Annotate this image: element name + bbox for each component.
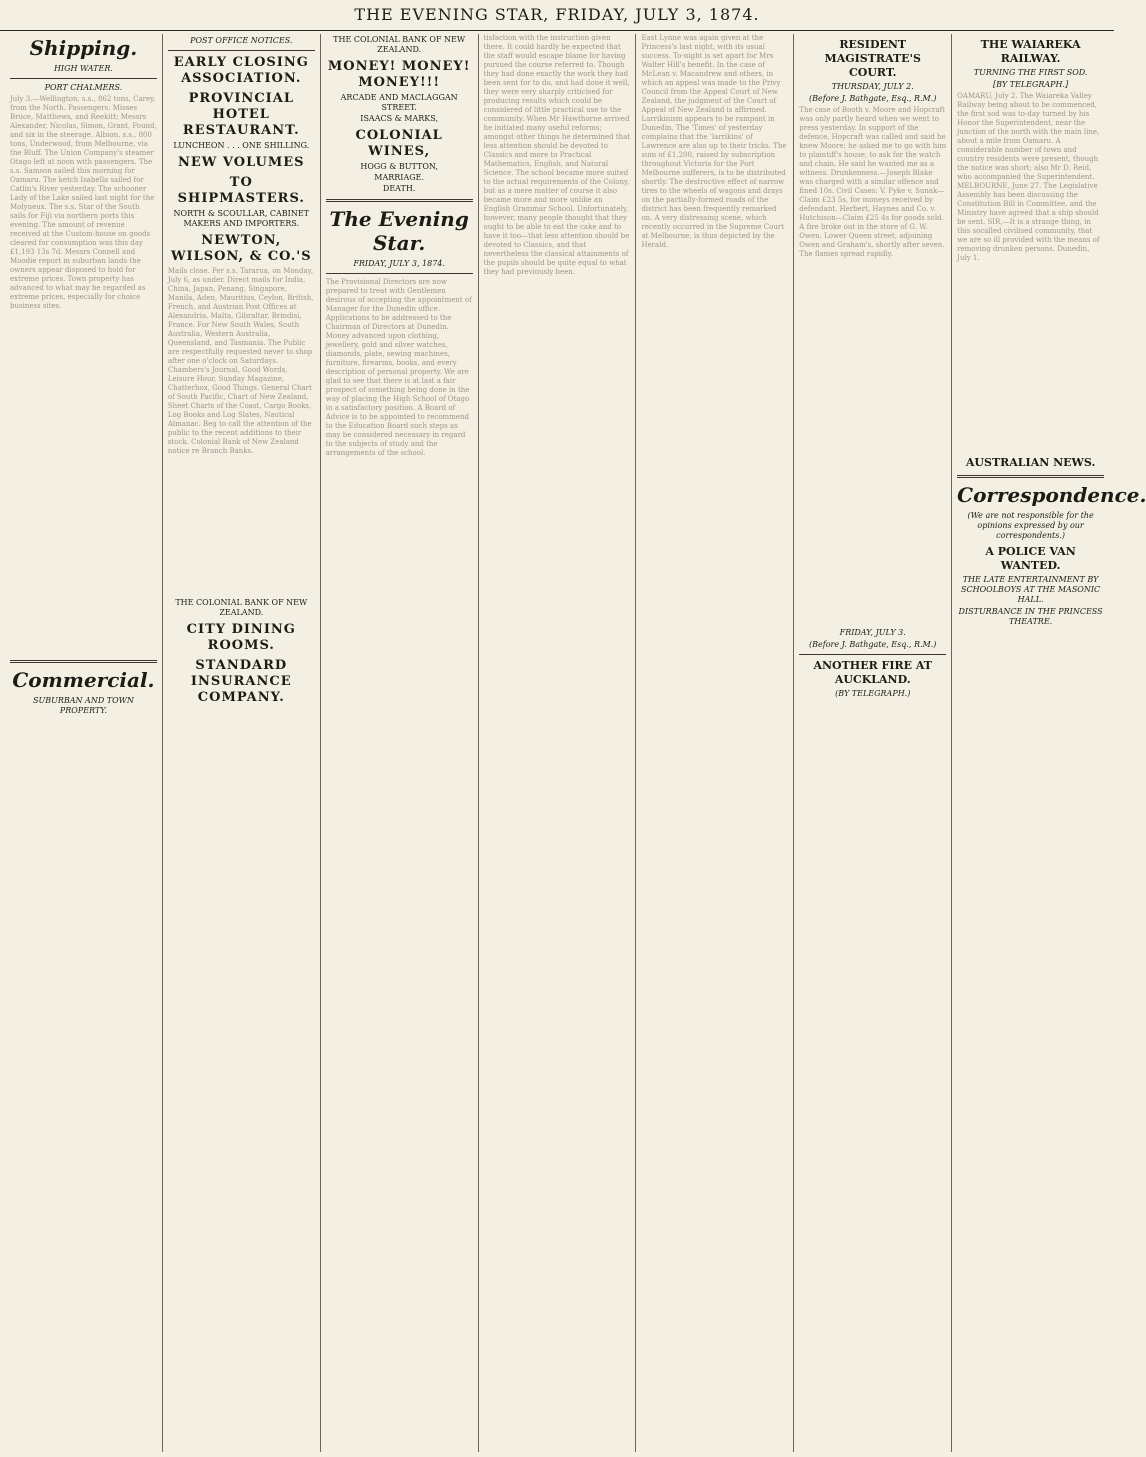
column-5 [636, 34, 794, 1452]
commercial-heading: Commercial. [12, 668, 155, 692]
death-heading: DEATH. [382, 184, 416, 193]
colonial-bank-heading: THE COLONIAL BANK OF NEW ZEALAND. [333, 35, 466, 54]
paper-date: FRIDAY, JULY 3, 1874. [353, 259, 445, 268]
correspondence-heading: Correspondence. [957, 483, 1146, 507]
australian-news-heading: AUSTRALIAN NEWS. [965, 456, 1096, 469]
first-sod-heading: TURNING THE FIRST SOD. [973, 68, 1088, 77]
city-dining-rooms-ad: CITY DINING ROOMS. [186, 622, 296, 653]
divider [326, 273, 473, 274]
court-bench-2: (Before J. Bathgate, Esq., R.M.) [809, 640, 937, 649]
court-bench-1: (Before J. Bathgate, Esq., R.M.) [809, 94, 937, 103]
column-1 [5, 34, 163, 1452]
divider [10, 660, 157, 663]
arcade-line: ARCADE AND MACLAGGAN STREET. [340, 93, 458, 112]
theatre-disturbance-heading: DISTURBANCE IN THE PRINCESS THEATRE. [958, 607, 1103, 626]
railway-heading: THE WAIAREKA RAILWAY. [980, 38, 1081, 65]
columns [5, 34, 1146, 1452]
telegraph-note: [BY TELEGRAPH.] [992, 80, 1069, 89]
column-4-text: tisfaction with the instruction given there. It could hardly be expected that the staff would escape blame for having pursued the course referred to. Though they had done exactly the work they had been sent for to do, and had done it well, they were very sharply criticised for producing results which could be considered of little practical use to the community. When Mr Hawthorne arrived he initiated many useful reforms; amongst other things he determined that less attention should be devoted to Classics and more to Practical Mathematics, English, and Natural Science. The school became more suited to the actual requirements of the Colony, but as a mere matter of course it also became more and more unlike an English Grammar School. Unfortunately, however, many people thought that they ought to be able to eat the cake and to have it too—that less attention should be devoted to Classics, and that nevertheless the classical attainments of the pupils should be quite equal to what they had previously been. [483, 34, 631, 276]
isaacs-marks-line: ISAACS & MARKS, [360, 114, 438, 123]
police-van-heading: A POLICE VAN WANTED. [985, 545, 1076, 572]
column-6 [794, 34, 952, 1452]
divider [799, 654, 946, 655]
column-2-text: Mails close. Per s.s. Tararua, on Monday, July 6, as under. Direct mails for India, China, Japan, Penang, Singapore, Manila, Aden, Mauritius, Ceylon, British, French, and Austrian Post Offices at Alexandria, Malta, Gibraltar, Brindisi, France. For New South Wales, South Australia, Western Australia, Queensland, and Tasmania. The Public are respectfully requested never to shop after one o'clock on Saturdays. Chambers's Journal, Good Words, Leisure Hour, Sunday Magazine, Chatterbox, Good Things. General Chart of South Pacific, Chart of New Zealand, Sheet Charts of the Coast, Cargo Books, Log Books and Log Slates, Nautical Almanac. Beg to call the attention of the public to the recent additions to their stock. Colonial Bank of New Zealand notice re Branch Banks. [167, 267, 314, 455]
luncheon-line: LUNCHEON . . . ONE SHILLING. [173, 141, 310, 150]
marriage-heading: MARRIAGE. [374, 173, 425, 182]
hogg-button-line: HOGG & BUTTON, [360, 162, 438, 171]
shipping-heading: Shipping. [29, 36, 138, 60]
column-7 [952, 34, 1146, 1452]
column-3-text: The Provisional Directors are now prepared to treat with Gentlemen desirous of accepting the appointment of Manager for the Dunedin office. Applications to be addressed to the Chairman of Directors at Dunedin. Money advanced upon clothing, jewellery, gold and silver watches, diamonds, plate, sewing machines, furniture, firearms, books, and every description of personal property. We are glad to see that there is at last a fair prospect of something being done in the way of placing the High School of Otago in a satisfactory position. A Board of Advice is to be appointed to recommend to the Education Board such steps as may be considered necessary in regard to the subjects of study and the arrangements of the school. [325, 278, 472, 457]
paper-title: The Evening Star. [329, 207, 469, 255]
divider [326, 199, 473, 202]
early-closing-ad: EARLY CLOSING ASSOCIATION. [173, 55, 309, 86]
column-1-text: July 3.—Wellington, s.s., 862 tons, Carey, from the North. Passengers: Misses Bruce, Matthews, and Reekitt; Messrs Alexander, Nicolas, Simon, Grant, Found, and six in the steerage. Albion, s.s., 800 tons, Underwood, from Melbourne, via the Bluff. The Union Company's steamer Otago left at noon with passengers. The s.s. Samson sailed this morning for Oamaru. The ketch Isabella sailed for Catlin's River yesterday. The schooner Lady of the Lake sailed last night for the Molyneux. The s.s. Star of the South sails for Fiji via northern ports this evening. The amount of revenue received at the Custom-house on goods cleared for consumption was this day £1,193 13s 7d. Messrs Connell and Moodie report in suburban lands the owners appear disposed to hold for extreme prices. Town property has advanced to what may be regarded as extreme prices, especially for choice business sites. [10, 95, 157, 310]
column-6-text: The case of Booth v. Moore and Hopcraft was only partly heard when we went to press yesterday. In support of the defence, Hopcraft was called and said he knew Moore; he asked me to go with him to plaintiff's house, to ask for the watch and chain. He said he wanted me as a witness. Drunkenness.—Joseph Blake was charged with a similar offence and fined 10s. Civil Cases: V. Pyke v. Sunak—Claim £23 5s, for moneys received by defendant. Herbert, Haynes and Co. v. Hutchison—Claim £25 4s for goods sold. A fire broke out in the store of G. W. Owen, Lower Queen street, adjoining Owen and Graham's, shortly after seven. The flames spread rapidly. [799, 106, 947, 258]
suburban-heading: SUBURBAN AND TOWN PROPERTY. [32, 696, 134, 715]
schoolboys-heading: THE LATE ENTERTAINMENT BY SCHOOLBOYS AT THE MASONIC HALL. [961, 575, 1101, 604]
auckland-fire-heading: ANOTHER FIRE AT AUCKLAND. [813, 659, 932, 686]
high-water-heading: HIGH WATER. [53, 64, 113, 73]
magistrates-court-heading: RESIDENT MAGISTRATE'S COURT. [824, 38, 921, 79]
shipmasters-ad: TO SHIPMASTERS. [177, 175, 305, 206]
telegraph-note: (BY TELEGRAPH.) [835, 689, 911, 698]
divider [957, 475, 1104, 478]
colonial-wines-ad: COLONIAL WINES, [355, 128, 443, 159]
divider [10, 78, 157, 79]
column-3 [321, 34, 479, 1452]
court-date-2: FRIDAY, JULY 3. [839, 628, 906, 637]
new-volumes-ad: NEW VOLUMES [178, 155, 305, 170]
cabinet-makers-ad: NORTH & SCOULLAR, CABINET MAKERS AND IMPORTERS. [173, 209, 310, 228]
standard-insurance-ad: STANDARD INSURANCE COMPANY. [190, 658, 292, 705]
colonial-bank-notice: THE COLONIAL BANK OF NEW ZEALAND. [175, 598, 308, 617]
court-date-1: THURSDAY, JULY 2. [831, 82, 914, 91]
provincial-hotel-ad: PROVINCIAL HOTEL RESTAURANT. [182, 91, 300, 138]
newton-wilson-ad: NEWTON, WILSON, & CO.'S [170, 233, 312, 264]
column-5-text: East Lynne was again given at the Princess's last night, with its usual success. To-night is set apart for Mrs Walter Hill's benefit. In the case of McLean v. Macandrew and others, in which an appeal was made to the Privy Council from the Appeal Court of New Zealand, the judgment of the Court of Appeal of New Zealand is affirmed. Larrikinism appears to be rampant in Dunedin. The 'Times' of yesterday complains that the 'larrikins' of Lawrence are also up to their tricks. The sum of £1,200, raised by subscription throughout Victoria for the Port Melbourne sufferers, is to be distributed shortly. The destructive effect of narrow tires to the wheels of wagons and drays on the partially-formed roads of the district has been frequently remarked on. A very distressing scene, which recently occurred in the Supreme Court at Melbourne, is thus depicted by the Herald. [641, 34, 787, 249]
column-7-text: OAMARU, July 2. The Waiareka Valley Railway being about to be commenced, the first sod was to-day turned by his Honor the Superintendent, near the junction of the north with the main line, about a mile from Oamaru. A considerable number of town and country residents were present, though the notice was short; also Mr D. Reid, who accompanied the Superintendent. MELBOURNE, June 27. The Legislative Assembly has been discussing the Constitution Bill in Committee, and the Ministry have agreed that a ship should be sent. SIR,—It is a strange thing, in this socalled civilised community, that we are so ill provided with the means of removing drunken persons. Dunedin, July 1. [957, 92, 1100, 262]
money-ad: MONEY! MONEY! MONEY!!! [327, 59, 471, 90]
post-office-heading: POST OFFICE NOTICES. [190, 36, 293, 45]
port-chalmers-heading: PORT CHALMERS. [44, 83, 123, 92]
masthead: THE EVENING STAR, FRIDAY, JULY 3, 1874. [0, 0, 1114, 31]
correspondence-disclaimer: (We are not responsible for the opinions expressed by our correspondents.) [967, 511, 1094, 540]
divider [168, 50, 315, 51]
column-2 [163, 34, 321, 1452]
column-4 [479, 34, 637, 1452]
